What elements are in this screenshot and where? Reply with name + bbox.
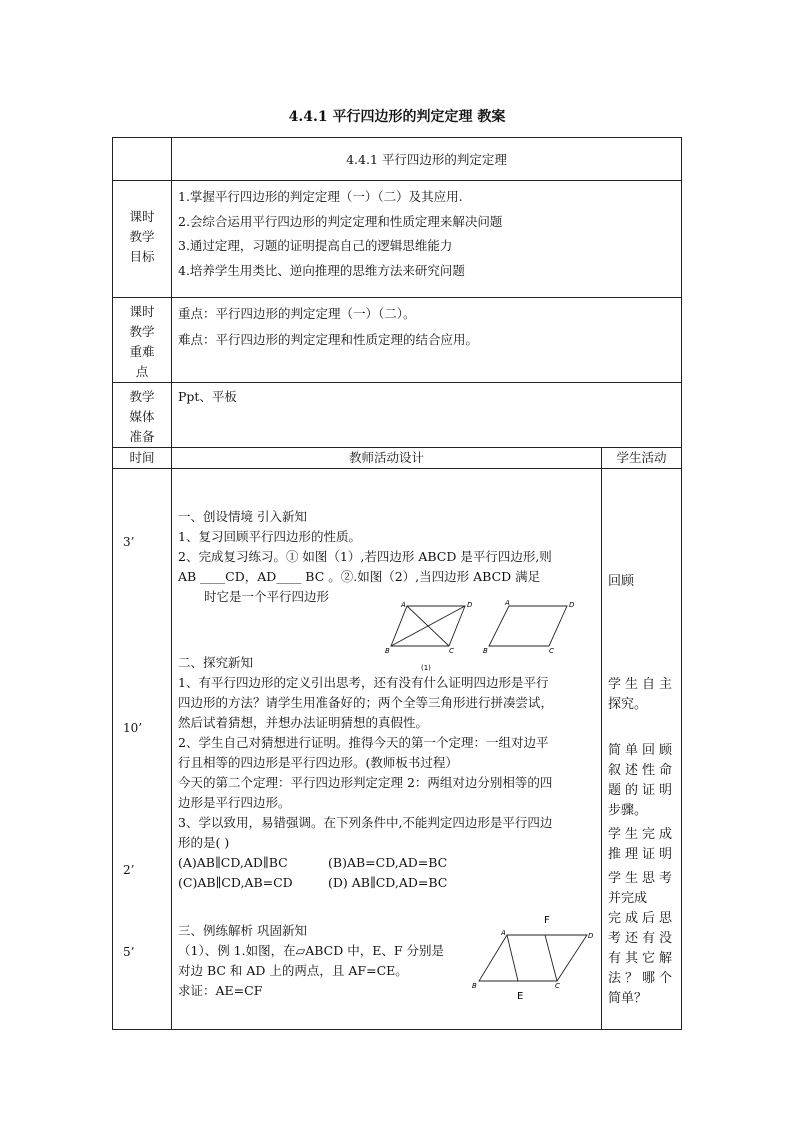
student-column xyxy=(602,469,682,1030)
media-label-line: 准备 xyxy=(129,429,155,444)
student-line: 法？哪个 xyxy=(608,971,672,986)
option-b: (B)AB=CD,AD=BC xyxy=(328,855,448,870)
section-heading: 二、探究新知 xyxy=(178,655,254,670)
ex-label-c: C xyxy=(555,982,560,990)
fig1-label-a: A xyxy=(401,601,406,609)
fig2-label-c: C xyxy=(549,647,554,655)
figure-caption: (1) xyxy=(421,664,431,672)
student-line: 探究。 xyxy=(608,697,648,712)
teacher-line: （1）、例 1.如图，在▱ABCD 中，E、F 分别是 xyxy=(178,943,444,958)
time-column xyxy=(113,469,172,1030)
example-figure xyxy=(467,905,597,1005)
teacher-line: 时它是一个平行四边形 xyxy=(204,589,330,604)
keypoints-label xyxy=(113,298,172,383)
fig1-label-d: D xyxy=(467,601,473,609)
teacher-header: 教师活动设计 xyxy=(172,448,602,469)
lesson-plan-table xyxy=(112,137,682,1030)
time-value: 5’ xyxy=(123,945,135,959)
student-line: 学生思考 xyxy=(608,871,672,886)
media-content: Ppt、平板 xyxy=(172,383,682,448)
keypoint-item: 重点：平行四边形的判定定理（一）（二）。 xyxy=(178,306,416,321)
student-line: 学生自主 xyxy=(608,677,672,692)
ex-label-f: F xyxy=(544,915,550,926)
teacher-line: 1、复习回顾平行四边形的性质。 xyxy=(178,529,361,544)
media-row xyxy=(113,383,682,448)
goal-item: 1.掌握平行四边形的判定定理（一）（二）及其应用. xyxy=(178,189,463,204)
student-line: 完成后思 xyxy=(608,911,672,926)
student-line: 学生完成 xyxy=(608,827,672,842)
figure-2 xyxy=(483,600,575,655)
teacher-line: 四边形的方法？请学生用准备好的；两个全等三角形进行拼凑尝试， xyxy=(178,695,554,710)
goal-item: 2.会综合运用平行四边形的判定定理和性质定理来解决问题 xyxy=(178,213,503,229)
student-note-group xyxy=(608,869,672,1009)
teacher-line: 3、学以致用，易错强调。在下列条件中,不能判定四边形是平行四边 xyxy=(178,815,553,830)
goals-label-line: 课时 xyxy=(129,209,155,224)
student-line: 简单？ xyxy=(608,991,648,1006)
teacher-text-block-1 xyxy=(178,507,596,607)
goals-content xyxy=(172,181,682,298)
teacher-line: 1、有平行四边形的定义引出思考，还有没有什么证明四边形是平行 xyxy=(178,675,549,690)
student-line: 题的证明 xyxy=(608,783,672,798)
student-line: 考还有没 xyxy=(608,931,672,946)
teacher-line: 求证：AE=CF xyxy=(178,983,263,998)
activity-row xyxy=(113,469,682,1030)
ex-label-a: A xyxy=(501,929,506,937)
section-heading: 一、创设情境 引入新知 xyxy=(178,509,307,524)
media-label-line: 教学 xyxy=(129,389,155,404)
keypoint-item: 难点：平行四边形的判定定理和性质定理的结合应用。 xyxy=(178,332,479,347)
keypoints-content xyxy=(172,298,682,383)
teacher-line: 2、学生自己对猜想进行证明。推得今天的第一个定理：一组对边平 xyxy=(178,735,549,750)
student-line: 简单回顾 xyxy=(608,743,672,758)
student-note-group xyxy=(608,825,672,865)
time-value: 2’ xyxy=(123,863,135,877)
keypoints-label-line: 课时 xyxy=(129,304,155,319)
goals-label-line: 教学 xyxy=(129,229,155,244)
teacher-line: AB ____CD，AD____ BC 。②.如图（2）,当四边形 ABCD 满足 xyxy=(178,569,541,584)
goal-item: 4.培养学生用类比、逆向推理的思维方法来研究问题 xyxy=(178,262,465,278)
teacher-line: 今天的第二个定理：平行四边形判定定理 2：两组对边分别相等的四 xyxy=(178,775,553,790)
ex-label-d: D xyxy=(588,932,594,940)
teacher-line: 2、完成复习练习。① 如图（1）,若四边形 ABCD 是平行四边形,则 xyxy=(178,549,552,564)
page-title: 4.4.1 平行四边形的判定定理 教案 xyxy=(288,109,506,125)
teacher-line: 对边 BC 和 AD 上的两点，且 AF=CE。 xyxy=(178,963,408,978)
keypoints-label-line: 重难 xyxy=(129,344,155,359)
goal-item: 3.通过定理，习题的证明提高自己的逻辑思维能力 xyxy=(178,238,453,253)
ex-label-e: E xyxy=(517,991,524,1002)
goals-label xyxy=(113,181,172,298)
time-value: 3’ xyxy=(123,535,135,549)
student-line: 叙述性命 xyxy=(608,763,672,778)
time-header: 时间 xyxy=(113,448,172,469)
keypoints-row xyxy=(113,298,682,383)
student-note: 回顾 xyxy=(608,574,635,589)
teacher-line: 形的是( ) xyxy=(178,835,230,850)
student-line: 推理证明 xyxy=(608,847,672,862)
section-heading: 三、例练解析 巩固新知 xyxy=(178,923,307,938)
student-note-group xyxy=(608,741,672,821)
teacher-line: 边形是平行四边形。 xyxy=(178,795,291,810)
student-line: 步骤。 xyxy=(608,803,648,818)
keypoints-label-line: 教学 xyxy=(129,324,155,339)
fig1-label-c: C xyxy=(449,647,454,655)
option-c: (C)AB∥CD,AB=CD xyxy=(178,875,293,890)
topic-corner-cell xyxy=(113,138,172,181)
lesson-topic: 4.4.1 平行四边形的判定定理 xyxy=(172,138,682,181)
keypoints-label-line: 点 xyxy=(135,364,149,379)
teacher-line: 然后试着猜想，并想办法证明猜想的真假性。 xyxy=(178,715,429,730)
teacher-text-block-2 xyxy=(178,653,596,893)
activity-header-row xyxy=(113,448,682,469)
goals-row xyxy=(113,181,682,298)
teacher-column xyxy=(172,469,602,1030)
topic-row xyxy=(113,138,682,181)
media-label xyxy=(113,383,172,448)
fig2-label-d: D xyxy=(569,601,575,609)
teacher-text-block-3 xyxy=(178,921,478,1001)
media-label-line: 媒体 xyxy=(129,409,155,424)
options-row xyxy=(178,853,596,873)
fig1-label-b: B xyxy=(385,647,390,655)
teacher-line: 行且相等的四边形是平行四边形。(教师板书过程） xyxy=(178,755,458,770)
student-line: 并完成 xyxy=(608,891,648,906)
goals-label-line: 目标 xyxy=(129,249,155,264)
options-row xyxy=(178,873,596,893)
fig2-label-a: A xyxy=(505,600,510,607)
student-header: 学生活动 xyxy=(602,448,682,469)
student-note-group xyxy=(608,675,672,715)
time-value: 10’ xyxy=(123,721,143,735)
option-d: (D) AB∥CD,AD=BC xyxy=(328,875,448,890)
student-line: 有其它解 xyxy=(608,951,672,966)
fig2-label-b: B xyxy=(483,647,488,655)
ex-label-b: B xyxy=(472,982,477,990)
option-a: (A)AB∥CD,AD∥BC xyxy=(178,855,288,870)
